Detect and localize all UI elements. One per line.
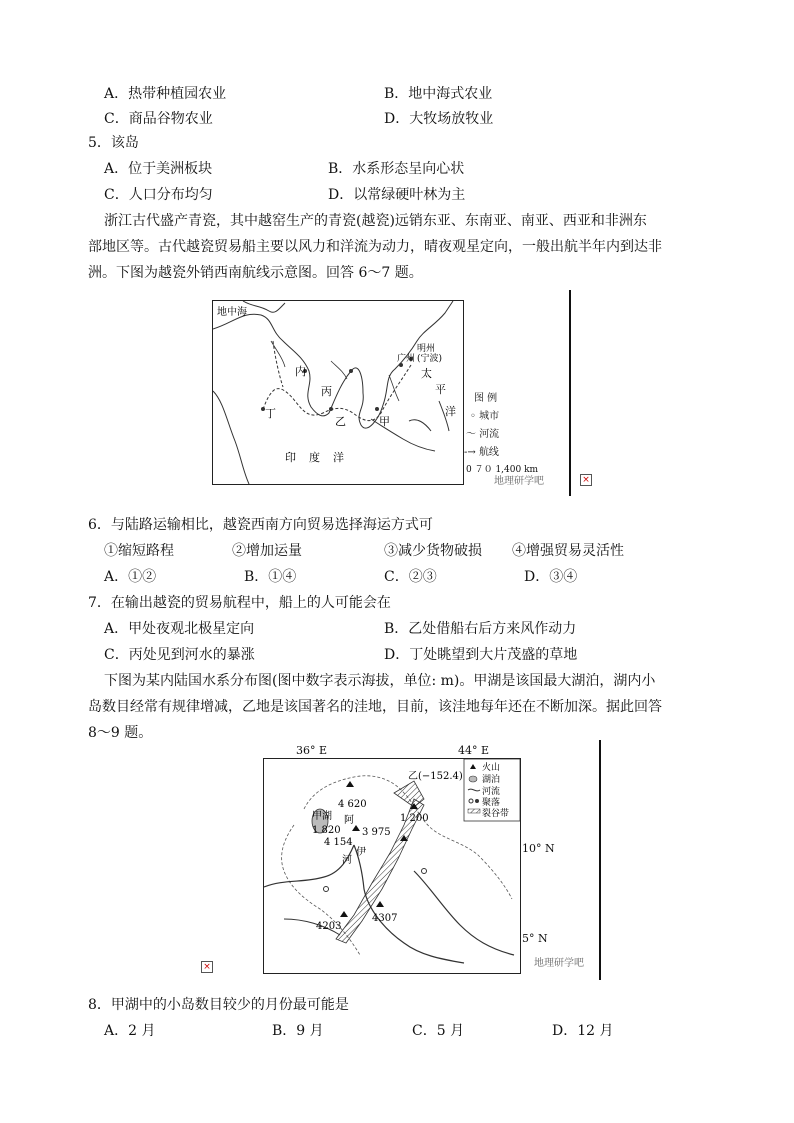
q6-item-1: ①缩短路程 [104, 543, 174, 559]
q6-option-d: D．③④ [524, 569, 578, 585]
q8-option-c: C．5 月 [412, 1023, 465, 1039]
label-mediterranean: 地中海 [217, 307, 247, 318]
q6-option-c: C．②③ [384, 569, 437, 585]
label-ping: 平 [435, 383, 446, 396]
label-guangzhou: 广州 [397, 354, 416, 364]
label-yi-depression: 乙(−152.4) [408, 771, 463, 782]
q7-option-c: C．丙处见到河水的暴涨 [104, 647, 255, 663]
label-4620: 4 620 [338, 799, 367, 810]
lat-10-label: 10° N [522, 842, 555, 855]
lon-44-label: 44° E [458, 744, 490, 757]
q5-option-c: C．人口分布均匀 [104, 187, 213, 203]
q8-option-d: D．12 月 [552, 1023, 614, 1039]
q8-stem: 8．甲湖中的小岛数目较少的月份最可能是 [88, 997, 349, 1013]
q5-option-a: A．位于美洲板块 [104, 161, 213, 177]
label-yang: 洋 [445, 405, 456, 418]
q6-option-b: B．①④ [244, 569, 297, 585]
label-nei: 内 [295, 365, 306, 378]
label-1820: 1 820 [312, 825, 341, 836]
legend-title: 图 例 [474, 393, 498, 404]
lon-36-label: 36° E [296, 744, 328, 757]
legend-scale: 0 ７０ 1,400 km [466, 465, 539, 475]
q4-option-d: D．大牧场放牧业 [384, 111, 494, 127]
legend-river: 〜 河流 [466, 429, 500, 440]
map1-divider [569, 290, 571, 496]
label-mingzhou: 明州 [417, 344, 436, 354]
legend-settlement: 聚落 [482, 798, 501, 808]
city-marker-icon: ◦ [470, 411, 480, 422]
drainage-map-svg [264, 759, 520, 973]
q8-option-b: B．9 月 [272, 1023, 324, 1039]
map2-watermark: 地理研学吧 [534, 958, 584, 969]
label-he: 河 [342, 855, 352, 866]
label-jiahu: 甲湖 [312, 811, 332, 822]
river-marker-icon: 〜 [466, 429, 480, 440]
q7-option-d: D．丁处眺望到大片茂盛的草地 [384, 647, 578, 663]
drainage-map [263, 758, 521, 974]
map1-watermark: 地理研学吧 [494, 476, 544, 487]
label-tai: 太 [421, 367, 432, 380]
intro-8-9-line3: 8～9 题。 [88, 725, 153, 741]
q5-option-b: B．水系形态呈向心状 [328, 161, 465, 177]
legend-volcano: 火山 [482, 763, 501, 773]
label-1200: 1 200 [400, 813, 429, 824]
legend-route: -→ 航线 [464, 447, 499, 458]
map2-divider [599, 740, 601, 980]
lat-5-label: 5° N [522, 932, 548, 945]
q6-item-3: ③减少货物破损 [384, 543, 482, 559]
label-yin: 印 [285, 451, 296, 464]
intro-6-7-line3: 洲。下图为越瓷外销西南航线示意图。回答 6～7 题。 [88, 265, 423, 281]
legend-lake: 湖泊 [482, 775, 501, 785]
q4-option-b: B．地中海式农业 [384, 86, 493, 102]
q8-option-a: A．2 月 [104, 1023, 156, 1039]
label-jia: 甲 [379, 415, 390, 428]
q5-option-d: D．以常绿硬叶林为主 [328, 187, 466, 203]
label-ding: 丁 [265, 407, 276, 420]
label-du: 度 [309, 451, 320, 464]
broken-image-icon: × [580, 474, 592, 486]
q4-option-a: A．热带种植园农业 [104, 86, 227, 102]
label-a: 阿 [344, 815, 354, 826]
q6-option-a: A．①② [104, 569, 157, 585]
legend-rift: 裂谷带 [482, 809, 510, 819]
label-4154: 4 154 [324, 837, 353, 848]
label-4203: 4203 [316, 921, 342, 932]
broken-image-icon: × [201, 961, 213, 973]
intro-6-7-line1: 浙江古代盛产青瓷，其中越窑生产的青瓷(越瓷)远销东亚、东南亚、南亚、西亚和非洲东 [104, 213, 647, 229]
q6-item-2: ②增加运量 [232, 543, 302, 559]
q6-item-4: ④增强贸易灵活性 [512, 543, 624, 559]
route-map-svg [213, 301, 463, 484]
label-bing: 丙 [321, 385, 332, 398]
legend-city: ◦ 城市 [470, 411, 500, 422]
intro-8-9-line1: 下图为某内陆国水系分布图(图中数字表示海拔，单位: m)。甲湖是该国最大湖泊，湖内小 [104, 673, 656, 689]
label-4307: 4307 [372, 913, 398, 924]
label-yi2: 伊 [356, 847, 366, 858]
intro-6-7-line2: 部地区等。古代越瓷贸易船主要以风力和洋流为动力，晴夜观星定向，一般出航半年内到达非 [88, 239, 662, 255]
q7-option-a: A．甲处夜观北极星定向 [104, 621, 255, 637]
label-yang2: 洋 [333, 451, 344, 464]
label-ningbo: (宁波) [417, 354, 443, 364]
q7-option-b: B．乙处借船右后方来风作动力 [384, 621, 577, 637]
q5-stem: 5．该岛 [88, 135, 139, 151]
intro-8-9-line2: 岛数目经常有规律增减，乙地是该国著名的洼地，目前，该洼地每年还在不断加深。据此回答 [88, 699, 662, 715]
legend-river2: 河流 [482, 787, 501, 797]
label-yi: 乙 [335, 415, 346, 428]
q6-stem: 6．与陆路运输相比，越瓷西南方向贸易选择海运方式可 [88, 517, 433, 533]
label-3975: 3 975 [362, 827, 391, 838]
route-marker-icon: -→ [464, 447, 479, 458]
q4-option-c: C．商品谷物农业 [104, 111, 213, 127]
route-map [212, 300, 464, 485]
q7-stem: 7．在输出越瓷的贸易航程中，船上的人可能会在 [88, 595, 391, 611]
